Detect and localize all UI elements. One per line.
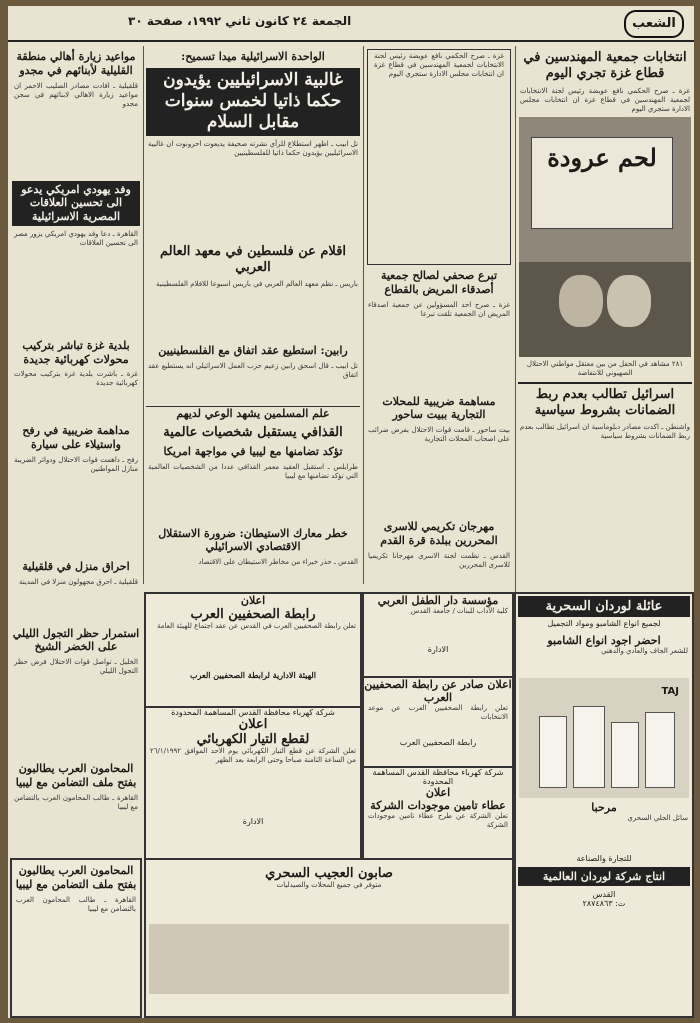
notice-title: رابطة الصحفيين العرب bbox=[190, 607, 316, 622]
col-mid-right bbox=[363, 46, 514, 584]
lead-body: تل ابيب ـ اظهر استطلاع للرأي نشرته صحيفة يديعوت احرونوت ان غالبية الاسرائيليين يؤيدون حكما ذاتيا للفلسطينيين bbox=[148, 139, 358, 157]
electric-company: شركة كهرباء محافظة القدس المساهمة المحدودة bbox=[171, 708, 335, 717]
school-title: مؤسسة دار الطفل العربي bbox=[377, 594, 499, 607]
electric-kicker: اعلان bbox=[238, 717, 268, 732]
festival-headline: مهرجان تكريمي للاسرى المحررين ببلدة قرة القدم bbox=[380, 520, 498, 547]
us-jew-body: القاهرة ـ دعا وفد يهودي امريكي يزور مصر الى تحسين العلاقات bbox=[14, 229, 138, 247]
school-body: كلية الآداب للبنات / جامعة القدس bbox=[410, 607, 508, 615]
palestine-headline: اقلام عن فلسطين في معهد العالم العربي bbox=[159, 243, 347, 275]
photo-face bbox=[607, 275, 651, 327]
muslim-quote: علم المسلمين يشهد الوعي لديهم bbox=[146, 406, 360, 421]
electric-signature: الادارة bbox=[242, 817, 264, 826]
notice-signature: الهيئة الادارية لرابطة الصحفيين العرب bbox=[190, 670, 316, 680]
engineers-headline: انتخابات جمعية المهندسين في قطاع غزة تجري اليوم bbox=[523, 50, 687, 82]
lawyers-box-title: المحامون العرب يطالبون بفتح ملف التضامن مع ليبيا bbox=[15, 864, 137, 891]
lordan-tagline: لجميع انواع الشامبو ومواد التجميل bbox=[547, 619, 661, 628]
insurance-company: شركة كهرباء محافظة القدس المساهمة المحدودة bbox=[372, 768, 504, 786]
insurance-title: عطاء تامين موجودات الشركة bbox=[370, 799, 506, 812]
lordan-contact: انتاج شركة لوردان العالمية bbox=[518, 867, 690, 886]
gaza-text: غزة ـ صرح الحكمي نافع عويضة رئيس لجنة الانتخابات لجمعية المهندسين في قطاع غزة ان انتخابات مجلس الادارة ستجري اليوم bbox=[374, 52, 504, 78]
insurance-notice bbox=[362, 766, 514, 860]
visit-headline: مواعيد زيارة أهالي منطقة القليلية لأبنائهم في مجدو bbox=[16, 50, 136, 77]
visit-body: قلقيلية ـ افادت مصادر الصليب الاحمر ان مواعيد زيارة الاهالي لابنائهم في سجن مجدو bbox=[14, 81, 138, 108]
newspaper-page bbox=[8, 6, 694, 1018]
lordan-ad bbox=[514, 592, 694, 1018]
econ-body: القدس ـ حذر خبراء من مخاطر الاستيطان على الاقتصاد bbox=[198, 558, 358, 566]
masthead bbox=[8, 6, 694, 42]
rafah-headline: مداهمة ضريبية في رفح واستيلاء على سيارة bbox=[22, 424, 130, 451]
decision-title: اعلان صادر عن رابطة الصحفيين العرب bbox=[364, 678, 512, 704]
electric-body: تعلن الشركة عن قطع التيار الكهربائي يوم الاحد الموافق ٢٦/١/١٩٩٢ من الساعة الثامنة صباحا وحتى الرابعة بعد الظهر bbox=[150, 747, 356, 764]
col-mid-left bbox=[143, 46, 362, 584]
lawyers-box-body: القاهرة ـ طالب المحامون العرب بالتضامن مع ليبيا bbox=[16, 895, 136, 913]
photo-caption: ٢٨١ مشاهد في الحفل من بين معتقل مواطني الاحتلال الصهيوني للانتفاضة bbox=[526, 359, 684, 377]
tax-body: بيت ساحور ـ قامت قوات الاحتلال بفرض ضرائب على اصحاب المحلات التجارية bbox=[368, 426, 510, 443]
lordan-bottom-center: للتجارة والصناعة bbox=[576, 854, 632, 863]
insurance-body: تعلن الشركة عن طرح عطاء تامين موجودات الشركة bbox=[368, 812, 508, 829]
curfew-headline: استمرار حظر التجول الليلي على الخضر الشيخ bbox=[12, 626, 140, 654]
bottle-icon bbox=[645, 712, 675, 788]
palestine-body: باريس ـ نظم معهد العالم العربي في باريس اسبوعا للافلام الفلسطينية bbox=[155, 280, 358, 288]
lordan-right-body: للشعر الجاف والعادي والدهني bbox=[601, 647, 688, 655]
bottle-icon bbox=[539, 716, 567, 788]
lawyers-box bbox=[10, 858, 142, 1018]
curfew-body: الخليل ـ تواصل قوات الاحتلال فرض حظر التجول الليلي bbox=[14, 658, 138, 675]
bottle-icon bbox=[611, 722, 639, 788]
gaza-headline: بلدية غزة تباشر بتركيب محولات كهربائية جديدة bbox=[22, 338, 130, 366]
rabin-body: تل ابيب ـ قال اسحق رابين زعيم حزب العمل الاسرائيلي انه يستطيع عقد اتفاق bbox=[148, 361, 358, 379]
us-jew-headline: وفد يهودي امريكي يدعو الى تحسين العلاقات المصرية الاسرائيلية bbox=[12, 181, 140, 226]
tax-headline: مساهمة ضريبية للمحلات التجارية ببيت ساحور bbox=[382, 394, 496, 422]
insurance-kicker: اعلان bbox=[425, 786, 451, 799]
rafah-body: رفح ـ داهمت قوات الاحتلال ودوائر الضريبة منازل المواطنين bbox=[14, 455, 138, 473]
protest-sign: لحم عرودة bbox=[531, 137, 673, 229]
rabin-headline: رابين: استطيع عقد اتفاق مع الفلسطينيين bbox=[158, 344, 348, 357]
photo-face bbox=[559, 275, 603, 327]
gaza-text-block bbox=[367, 49, 511, 265]
electric-notice bbox=[144, 706, 362, 860]
ab-shop-title: صابون العجيب السحري bbox=[265, 866, 393, 881]
decision-signature: رابطة الصحفيين العرب bbox=[399, 738, 477, 747]
protest-photo bbox=[519, 117, 691, 357]
bottle-icon bbox=[573, 706, 605, 788]
lawyers-headline: المحامون العرب يطالبون بفتح ملف التضامن مع ليبيا bbox=[15, 762, 137, 789]
gaddafi-body: طرابلس ـ استقبل العقيد معمر القذافي عددا من الشخصيات العالمية التي تؤكد تضامنها مع ليبيا bbox=[148, 462, 358, 480]
israel-headline: اسرائيل تطالب بعدم ربط الضمانات بشروط سياسية bbox=[518, 382, 692, 420]
electric-title: لقطع التيار الكهربائي bbox=[196, 732, 310, 747]
lordan-left-body: سائل الجلي السحري bbox=[627, 814, 688, 822]
notice-body: تعلن رابطة الصحفيين العرب في القدس عن عقد اجتماع للهيئة العامة bbox=[156, 622, 356, 630]
engineers-body: غزة ـ صرح الحكمي نافع عويضة رئيس لجنة الانتخابات لجمعية المهندسين في قطاع غزة ان انتخابات مجلس الادارة ستجري اليوم bbox=[520, 86, 690, 113]
ab-products-photo bbox=[149, 924, 509, 994]
press-headline: تبرع صحفي لصالح جمعية أصدقاء المريض بالقطاع bbox=[380, 269, 498, 296]
lordan-phone: ت: ٢٨٧٤٨٦٣ bbox=[582, 899, 626, 908]
lead-headline: غالبية الاسرائيليين يؤيدون حكما ذاتيا لخمس سنوات مقابل السلام bbox=[146, 68, 360, 136]
fire-body: قلقيلية ـ احرق مجهولون منزلا في المدينة bbox=[19, 577, 138, 586]
fire-headline: احراق منزل في قلقيلية bbox=[22, 559, 130, 573]
gaza-body: غزة ـ باشرت بلدية غزة بتركيب محولات كهربائية جديدة bbox=[14, 370, 138, 388]
date-line: الجمعة ٢٤ كانون ثاني ١٩٩٢، صفحة ٣٠ bbox=[128, 14, 352, 28]
ab-shop-body: متوفر في جميع المحلات والصيدليات bbox=[276, 881, 382, 889]
photo-crowd bbox=[519, 262, 691, 357]
gaddafi-headline: القذافي يستقبل شخصيات عالمية bbox=[163, 424, 343, 440]
gaddafi-subheadline: تؤكد تضامنها مع ليبيا في مواجهة امريكا bbox=[163, 444, 343, 458]
press-body: غزة ـ صرح احد المسؤولين عن جمعية اصدقاء المريض ان الجمعية تلقت تبرعا bbox=[368, 300, 510, 318]
newspaper-logo: الشعب bbox=[624, 10, 684, 38]
festival-body: القدس ـ نظمت لجنة الاسرى مهرجانا تكريميا للاسرى المحررين bbox=[368, 551, 510, 569]
econ-headline: خطر معارك الاستيطان: ضرورة الاستقلال الاقتصادي الاسرائيلي bbox=[158, 526, 348, 554]
school-signature: الادارة bbox=[427, 645, 449, 654]
israel-body: واشنطن ـ اكدت مصادر دبلوماسية ان اسرائيل تطالب بعدم ربط الضمانات بشروط سياسية bbox=[520, 423, 690, 440]
lordan-products-photo bbox=[519, 678, 689, 798]
decision-body: تعلن رابطة الصحفيين العرب عن موعد الانتخابات bbox=[368, 704, 508, 721]
press-assoc-notice bbox=[144, 592, 362, 708]
lordan-left-title: مرحبا bbox=[591, 801, 617, 814]
lawyers-body: القاهرة ـ طالب المحامون العرب بالتضامن مع ليبيا bbox=[14, 793, 138, 811]
product-label: TAJ bbox=[661, 686, 679, 697]
lordan-right-title: احضر اجود انواع الشامبو bbox=[547, 634, 661, 647]
lordan-header: عائلة لوردان السحرية bbox=[518, 596, 690, 617]
journalists-decision bbox=[362, 676, 514, 768]
school-notice bbox=[362, 592, 514, 678]
lead-kicker: الواحدة الاسرائيلية ميدا تسميح: bbox=[181, 50, 325, 63]
lordan-city: القدس bbox=[592, 890, 616, 899]
notice-kicker: اعلان bbox=[240, 594, 266, 607]
ab-soap-ad bbox=[144, 858, 514, 1018]
